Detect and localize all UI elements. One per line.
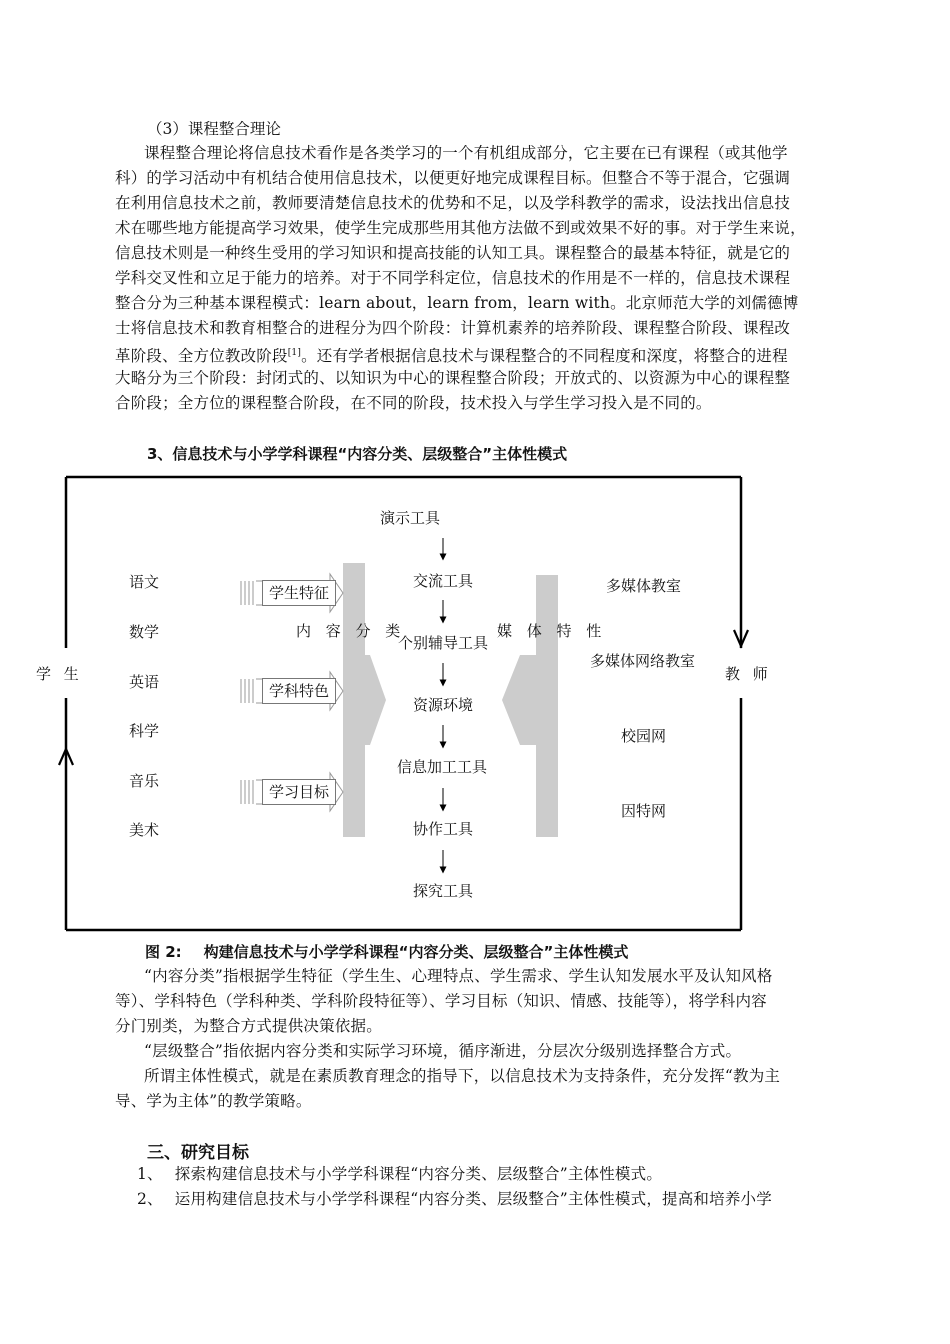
subject-math: 数学 [129,623,160,641]
tool-tutoring: 个别辅导工具 [398,634,489,652]
media-feature-label: 媒 体 特 性 [497,622,607,640]
factor-subject-features: 学科特色 [262,678,336,704]
media-feature-bar [536,575,558,837]
content-classification-label: 内 容 分 类 [296,622,406,640]
paragraph-line: 分门别类，为整合方式提供决策依据。 [115,1017,382,1035]
subject-chinese: 语文 [129,573,160,591]
paragraph-line: 所谓主体性模式，就是在素质教育理念的指导下，以信息技术为支持条件，充分发挥“教为主 [144,1067,781,1085]
paragraph-line: 课程整合理论将信息技术看作是各类学习的一个有机组成部分，它主要在已有课程（或其他学 [144,144,788,162]
tool-collaboration: 协作工具 [413,820,474,838]
paragraph-line: 学科交叉性和立足于能力的培养。对于不同学科定位，信息技术的作用是不一样的，信息技术课程 [115,269,791,287]
right-arrow-shape [365,655,386,745]
paragraph-line: 在利用信息技术之前，教师要清楚信息技术的优势和不足，以及学科教学的需求，设法找出信息技 [115,194,791,212]
paragraph-text: 。还有学者根据信息技术与课程整合的不同程度和深度，将整合的进程 [301,347,788,366]
list-text: 探索构建信息技术与小学学科课程“内容分类、层级整合”主体性模式。 [174,1165,663,1183]
list-number: 2、 [137,1190,163,1208]
subject-science: 科学 [129,722,160,740]
paragraph-line: 信息技术则是一种终生受用的学习知识和提高技能的认知工具。课程整合的最基本特征，就是它的 [115,244,791,262]
subject-english: 英语 [129,673,160,691]
tool-communication: 交流工具 [413,572,474,590]
paragraph-line: 科）的学习活动中有机结合使用信息技术，以便更好地完成课程目标。但整合不等于混合，它强调 [115,169,791,187]
figure-number: 图 2: [145,943,182,961]
list-number: 1、 [137,1165,163,1183]
paragraph-line: 士将信息技术和教育相整合的进程分为四个阶段：计算机素养的培养阶段、课程整合阶段、课程改 [115,319,791,337]
list-text: 运用构建信息技术与小学学科课程“内容分类、层级整合”主体性模式，提高和培养小学 [174,1190,772,1208]
paragraph-text: 革阶段、全方位教改阶段 [115,347,288,366]
env-multimedia-network-classroom: 多媒体网络教室 [590,652,696,670]
section-subheading: （3）课程整合理论 [147,120,281,138]
env-campus-network: 校园网 [621,727,667,745]
teacher-label: 教 师 [725,665,772,683]
env-internet: 因特网 [621,802,667,820]
paragraph-line: 导、学为主体”的教学策略。 [115,1092,312,1110]
model-heading: 3、信息技术与小学学科课程“内容分类、层级整合”主体性模式 [147,445,568,463]
paragraph-line: 等）、学科特色（学科种类、学科阶段特征等）、学习目标（知识、情感、技能等），将学科内容 [115,992,767,1010]
env-multimedia-classroom: 多媒体教室 [606,577,682,595]
tool-presentation: 演示工具 [380,509,441,527]
subject-art: 美术 [129,821,160,839]
tool-information-processing: 信息加工工具 [397,758,488,776]
list-item [137,1187,772,1212]
paragraph-line: 大略分为三个阶段：封闭式的、以知识为中心的课程整合阶段；开放式的、以资源为中心的课程整 [115,369,791,387]
citation-ref[interactable]: [1] [287,348,302,358]
tool-inquiry: 探究工具 [413,882,474,900]
left-arrow-shape [502,655,536,745]
paragraph-line: “层级整合”指依据内容分类和实际学习环境，循序渐进，分层次分级别选择整合方式。 [144,1042,742,1060]
paragraph-line: “内容分类”指根据学生特征（学生生、心理特点、学生需求、学生认知发展水平及认知风格 [144,967,773,985]
research-goals-heading: 三、研究目标 [147,1143,249,1163]
factor-student-traits: 学生特征 [262,580,336,606]
list-item [137,1162,662,1187]
paragraph-line: 合阶段；全方位的课程整合阶段，在不同的阶段，技术投入与学生学习投入是不同的。 [115,394,712,412]
paragraph-line: 术在哪些地方能提高学习效果，使学生完成那些用其他方法做不到或效果不好的事。对于学生来说， [115,219,806,237]
student-label: 学 生 [36,665,83,683]
tool-resource-environment: 资源环境 [413,696,474,714]
subject-music: 音乐 [129,772,160,790]
figure-title: 构建信息技术与小学学科课程“内容分类、层级整合”主体性模式 [203,943,629,961]
content-classification-bar [343,563,365,837]
factor-learning-goals: 学习目标 [262,779,336,805]
paragraph-line: 整合分为三种基本课程模式：learn about，learn from，learn with。北京师范大学的刘儒德博 [115,294,799,312]
figure-caption [145,941,628,962]
